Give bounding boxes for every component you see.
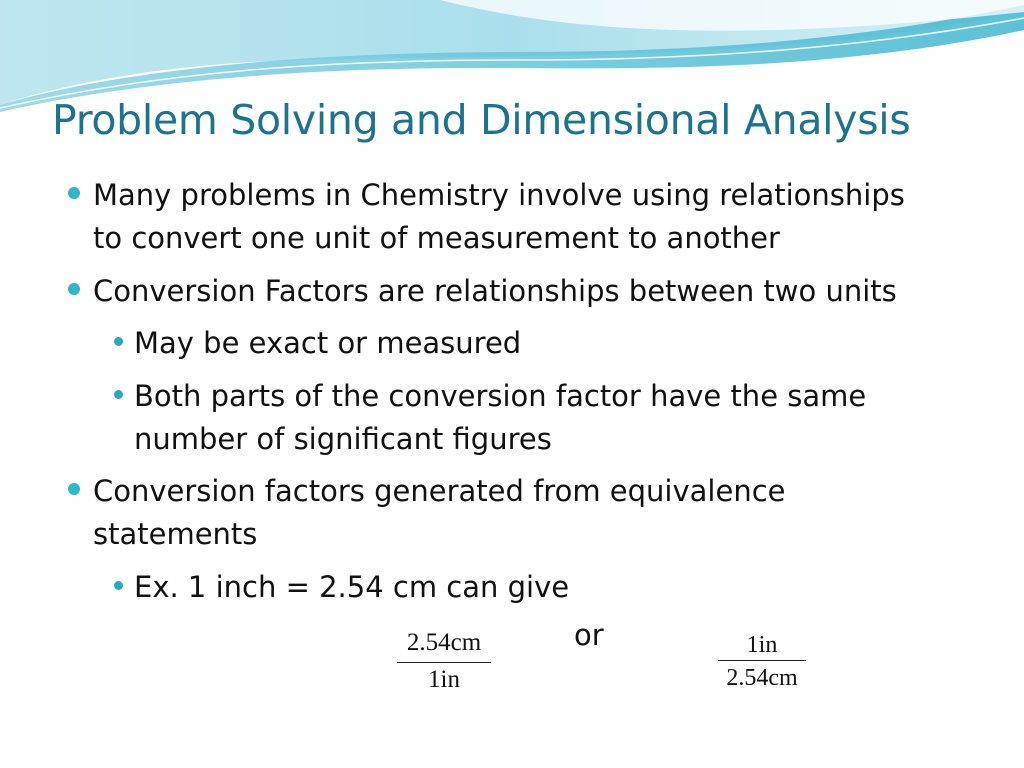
bullet-text: Conversion Factors are relationships between two units bbox=[93, 274, 897, 308]
sub-bullet-item-2-2 bbox=[134, 375, 866, 418]
conversion-fraction-in-per-cm bbox=[718, 630, 806, 693]
sub-bullet-dot-icon bbox=[114, 390, 123, 399]
bullet-text: number of significant figures bbox=[134, 422, 552, 456]
bullet-item-3 bbox=[93, 470, 786, 513]
fraction-bar bbox=[397, 662, 491, 663]
bullet-text: May be exact or measured bbox=[134, 326, 522, 360]
sub-bullet-item-2-1 bbox=[134, 322, 521, 365]
bullet-item-2 bbox=[93, 270, 897, 313]
bullet-text: statements bbox=[93, 517, 258, 551]
bullet-item-1-continuation bbox=[93, 217, 780, 260]
bullet-text: Conversion factors generated from equivalence bbox=[93, 474, 786, 508]
sub-bullet-item-3-1 bbox=[134, 566, 569, 609]
sub-bullet-dot-icon bbox=[114, 581, 123, 590]
bullet-text: Both parts of the conversion factor have the same bbox=[134, 379, 867, 413]
bullet-item-3-continuation bbox=[93, 513, 257, 556]
bullet-dot-icon bbox=[68, 483, 80, 495]
bullet-dot-icon bbox=[68, 283, 80, 295]
or-label: or bbox=[574, 618, 604, 652]
bullet-text: Ex. 1 inch = 2.54 cm can give bbox=[134, 570, 570, 604]
sub-bullet-item-2-2-continuation bbox=[134, 418, 552, 461]
fraction-numerator: 2.54cm bbox=[406, 629, 482, 656]
bullet-dot-icon bbox=[68, 187, 80, 199]
fraction-numerator: 1in bbox=[746, 632, 778, 658]
bullet-item-1 bbox=[93, 174, 905, 217]
fraction-denominator: 1in bbox=[428, 666, 460, 693]
slide-title: Problem Solving and Dimensional Analysis bbox=[52, 96, 911, 144]
conversion-fraction-cm-per-in bbox=[397, 628, 491, 695]
sub-bullet-dot-icon bbox=[114, 337, 123, 346]
fraction-bar bbox=[718, 660, 806, 661]
fraction-denominator: 2.54cm bbox=[726, 665, 798, 691]
bullet-text: Many problems in Chemistry involve using relationships bbox=[93, 178, 905, 212]
bullet-text: to convert one unit of measurement to another bbox=[93, 221, 780, 255]
